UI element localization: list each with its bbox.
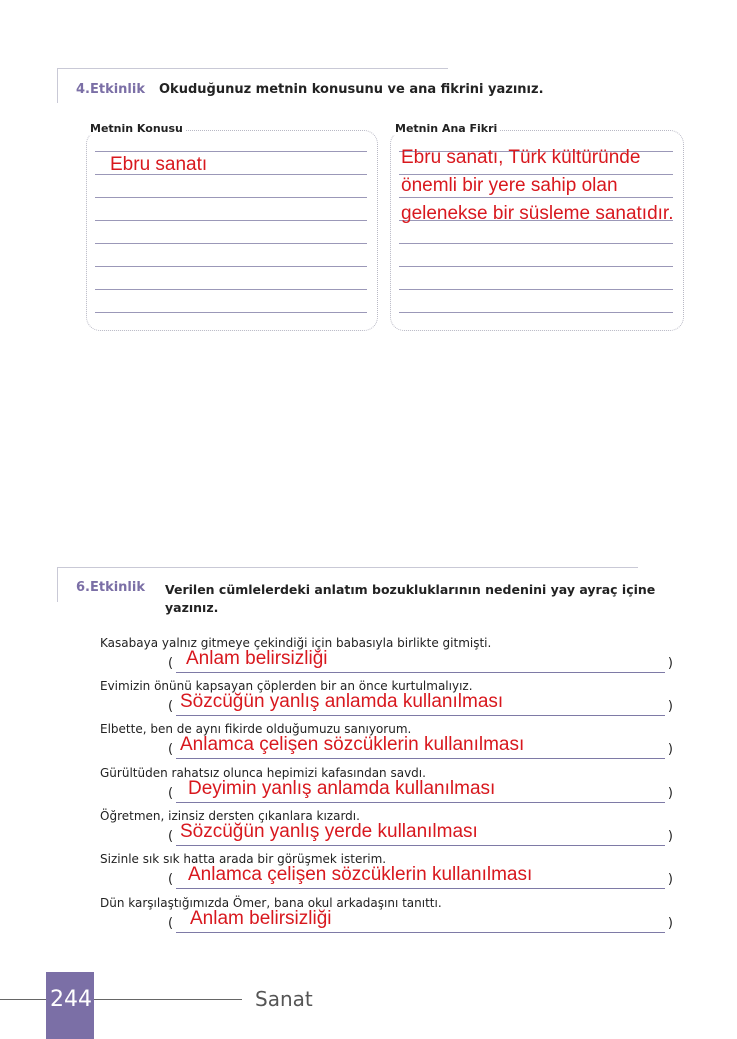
close-paren: ) [667,872,673,887]
sentence-7: Dün karşılaştığımızda Ömer, bana okul arkadaşını tanıttı. [100,896,442,910]
answer-underline [176,758,665,759]
open-paren: ( [168,829,174,844]
sentence-1: Kasabaya yalnız gitmeye çekindiği için babasıyla birlikte gitmişti. [100,636,492,650]
close-paren: ) [667,656,673,671]
open-paren: ( [168,656,174,671]
writing-line [399,289,673,290]
writing-line [399,243,673,244]
open-paren: ( [168,916,174,931]
activity6-number: 6.Etkinlik [76,580,145,595]
footer-rule-right [94,999,242,1000]
open-paren: ( [168,872,174,887]
answer-row-7[interactable] [168,908,673,934]
activity6-header [76,580,159,595]
close-paren: ) [667,829,673,844]
main-idea-answer-line-2[interactable]: önemli bir yere sahip olan [401,175,618,196]
open-paren: ( [168,786,174,801]
footer-rule-left [0,999,46,1000]
writing-line [95,197,367,198]
main-idea-answer-line-3[interactable]: gelenekse bir süsleme sanatıdır. [401,203,674,224]
answer-underline [176,715,665,716]
activity6-instruction-line-2: yazınız. [165,600,219,615]
writing-line [399,312,673,313]
sentence-5: Öğretmen, izinsiz dersten çıkanlara kızardı. [100,809,360,823]
main-idea-label: Metnin Ana Fikri [395,122,498,135]
answer-text-7[interactable]: Anlam belirsizliği [190,908,332,929]
answer-row-1[interactable] [168,648,673,674]
topic-answer[interactable]: Ebru sanatı [110,154,208,175]
main-idea-answer-line-1[interactable]: Ebru sanatı, Türk kültüründe [401,147,641,168]
activity6-instruction [165,581,655,617]
sentence-4: Gürültüden rahatsız olunca hepimizi kafasından savdı. [100,766,426,780]
activity4-header [76,82,544,97]
answer-row-5[interactable] [168,821,673,847]
answer-text-3[interactable]: Anlamca çelişen sözcüklerin kullanılması [180,734,525,755]
answer-text-2[interactable]: Sözcüğün yanlış anlamda kullanılması [180,691,504,712]
activity6-instruction-line-1: Verilen cümlelerdeki anlatım bozukluklarının nedenini yay ayraç içine [165,582,656,597]
writing-line [95,289,367,290]
writing-line [95,312,367,313]
page-number: 244 [50,987,92,1012]
sentence-6: Sizinle sık sık hatta arada bir görüşmek isterim. [100,852,387,866]
writing-line [399,266,673,267]
answer-text-1[interactable]: Anlam belirsizliği [186,648,328,669]
answer-row-3[interactable] [168,734,673,760]
answer-underline [176,845,665,846]
writing-line [95,220,367,221]
open-paren: ( [168,742,174,757]
sentence-2: Evimizin önünü kapsayan çöplerden bir an önce kurtulmalıyız. [100,679,473,693]
answer-row-6[interactable] [168,864,673,890]
topic-label: Metnin Konusu [90,122,183,135]
answer-row-4[interactable] [168,778,673,804]
answer-text-6[interactable]: Anlamca çelişen sözcüklerin kullanılması [188,864,533,885]
writing-line [95,243,367,244]
answer-row-2[interactable] [168,691,673,717]
answer-underline [176,802,665,803]
answer-text-4[interactable]: Deyimin yanlış anlamda kullanılması [188,778,496,799]
activity4-instruction: Okuduğunuz metnin konusunu ve ana fikrini yazınız. [159,82,544,97]
answer-underline [176,932,665,933]
activity4-number: 4.Etkinlik [76,82,145,97]
close-paren: ) [667,916,673,931]
close-paren: ) [667,699,673,714]
close-paren: ) [667,786,673,801]
answer-underline [176,672,665,673]
open-paren: ( [168,699,174,714]
writing-line [95,266,367,267]
writing-line [95,151,367,152]
section-title: Sanat [255,987,313,1011]
writing-line [399,197,673,198]
answer-underline [176,888,665,889]
answer-text-5[interactable]: Sözcüğün yanlış yerde kullanılması [180,821,478,842]
sentence-3: Elbette, ben de aynı fikirde olduğumuzu sanıyorum. [100,722,412,736]
close-paren: ) [667,742,673,757]
